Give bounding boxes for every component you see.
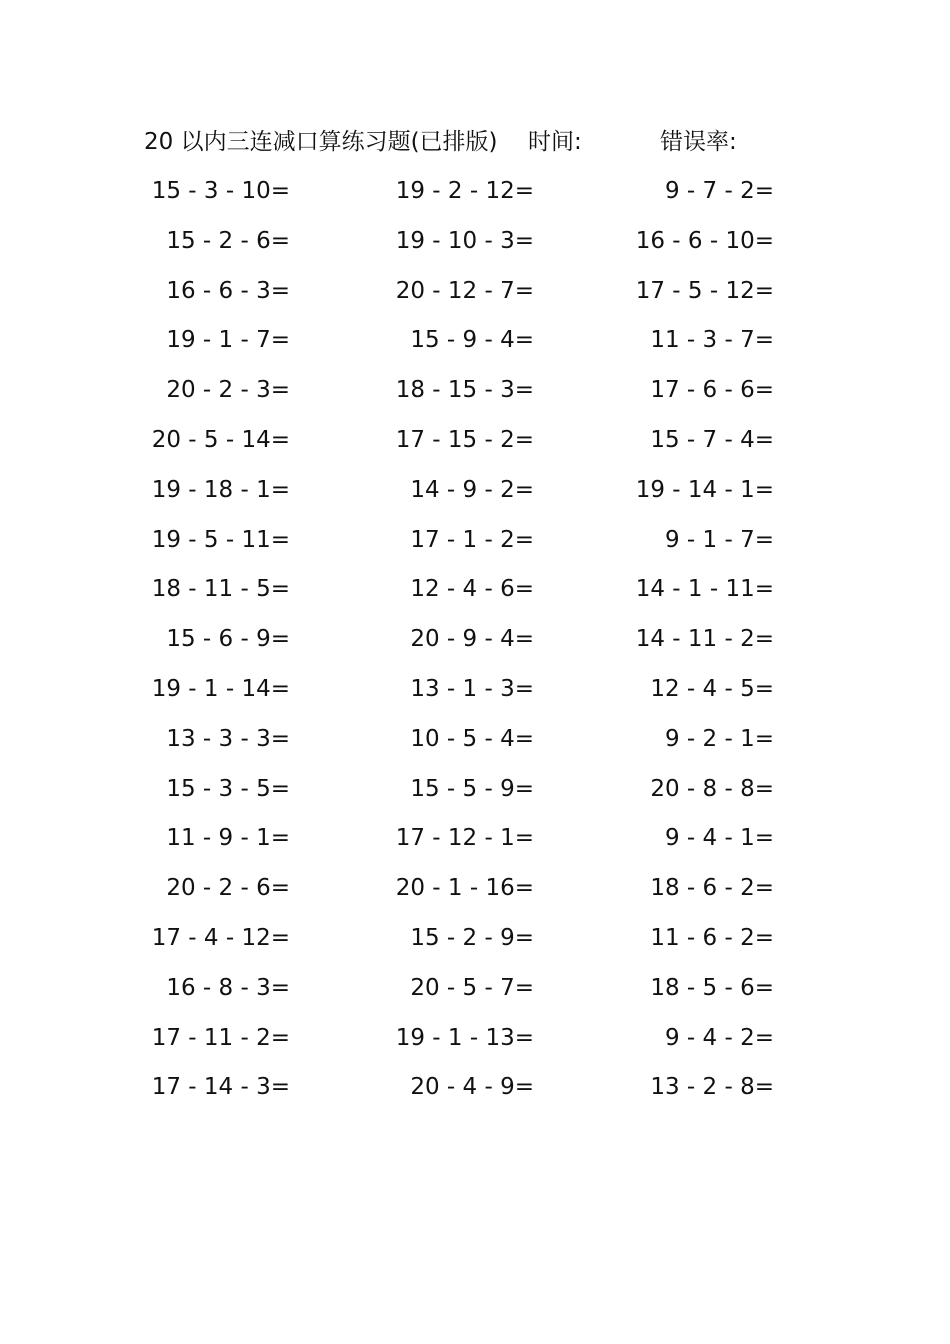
problem-cell: 14 - 1 - 11= [635,576,774,603]
problem-cell: 19 - 10 - 3= [395,227,534,254]
problem-row [140,470,790,520]
problem-cell: 18 - 15 - 3= [395,377,534,404]
problem-cell: 9 - 4 - 2= [664,1024,774,1051]
problem-cell: 13 - 3 - 3= [166,725,290,752]
problem-cell: 13 - 1 - 3= [410,675,534,702]
problem-cell: 15 - 9 - 4= [410,327,534,354]
problem-cell: 19 - 1 - 7= [166,327,290,354]
problem-row [140,420,790,470]
problem-row [140,320,790,370]
problem-cell: 20 - 2 - 6= [166,875,290,902]
problem-cell: 20 - 12 - 7= [395,277,534,304]
problem-cell: 17 - 11 - 2= [151,1024,290,1051]
problem-cell: 18 - 11 - 5= [151,576,290,603]
problem-row [140,221,790,271]
problem-cell: 9 - 1 - 7= [664,526,774,553]
problem-cell: 15 - 2 - 6= [166,227,290,254]
problem-cell: 20 - 5 - 14= [151,426,290,453]
problem-cell: 10 - 5 - 4= [410,725,534,752]
problem-row [140,370,790,420]
problem-cell: 17 - 14 - 3= [151,1074,290,1101]
problem-cell: 11 - 3 - 7= [650,327,774,354]
problem-row [140,669,790,719]
problem-cell: 17 - 12 - 1= [395,825,534,852]
problem-cell: 17 - 5 - 12= [635,277,774,304]
problem-cell: 11 - 6 - 2= [650,924,774,951]
problem-cell: 19 - 1 - 13= [395,1024,534,1051]
problem-cell: 9 - 2 - 1= [664,725,774,752]
problem-cell: 16 - 6 - 3= [166,277,290,304]
time-label: 时间: [528,129,582,155]
problem-cell: 17 - 6 - 6= [650,377,774,404]
problem-cell: 20 - 1 - 16= [395,875,534,902]
problem-grid [140,171,790,1117]
problem-cell: 14 - 9 - 2= [410,476,534,503]
problem-row [140,968,790,1018]
problem-row [140,520,790,570]
problem-cell: 17 - 1 - 2= [410,526,534,553]
worksheet-header [144,124,804,160]
problem-cell: 15 - 2 - 9= [410,924,534,951]
problem-row [140,619,790,669]
problem-cell: 18 - 5 - 6= [650,974,774,1001]
problem-cell: 19 - 14 - 1= [635,476,774,503]
problem-cell: 19 - 18 - 1= [151,476,290,503]
problem-row [140,1018,790,1068]
problem-cell: 15 - 5 - 9= [410,775,534,802]
worksheet-title: 20 以内三连减口算练习题(已排版) [144,129,498,155]
problem-cell: 19 - 5 - 11= [151,526,290,553]
problem-row [140,719,790,769]
problem-cell: 20 - 9 - 4= [410,626,534,653]
error-rate-label: 错误率: [660,129,737,155]
problem-cell: 12 - 4 - 6= [410,576,534,603]
problem-cell: 15 - 7 - 4= [650,426,774,453]
problem-cell: 19 - 1 - 14= [151,675,290,702]
problem-row [140,271,790,321]
problem-cell: 13 - 2 - 8= [650,1074,774,1101]
problem-cell: 9 - 4 - 1= [664,825,774,852]
problem-row [140,171,790,221]
problem-cell: 16 - 8 - 3= [166,974,290,1001]
problem-row [140,818,790,868]
problem-row [140,569,790,619]
problem-cell: 19 - 2 - 12= [395,178,534,204]
problem-row [140,1067,790,1117]
problem-cell: 15 - 3 - 10= [151,178,290,204]
problem-cell: 15 - 3 - 5= [166,775,290,802]
problem-cell: 20 - 4 - 9= [410,1074,534,1101]
problem-cell: 20 - 8 - 8= [650,775,774,802]
problem-cell: 12 - 4 - 5= [650,675,774,702]
problem-row [140,868,790,918]
problem-cell: 14 - 11 - 2= [635,626,774,653]
problem-cell: 17 - 15 - 2= [395,426,534,453]
problem-cell: 9 - 7 - 2= [664,178,774,204]
problem-cell: 11 - 9 - 1= [166,825,290,852]
problem-cell: 15 - 6 - 9= [166,626,290,653]
problem-cell: 18 - 6 - 2= [650,875,774,902]
problem-cell: 20 - 5 - 7= [410,974,534,1001]
problem-row [140,769,790,819]
problem-row [140,918,790,968]
problem-cell: 16 - 6 - 10= [635,227,774,254]
problem-cell: 20 - 2 - 3= [166,377,290,404]
problem-cell: 17 - 4 - 12= [151,924,290,951]
